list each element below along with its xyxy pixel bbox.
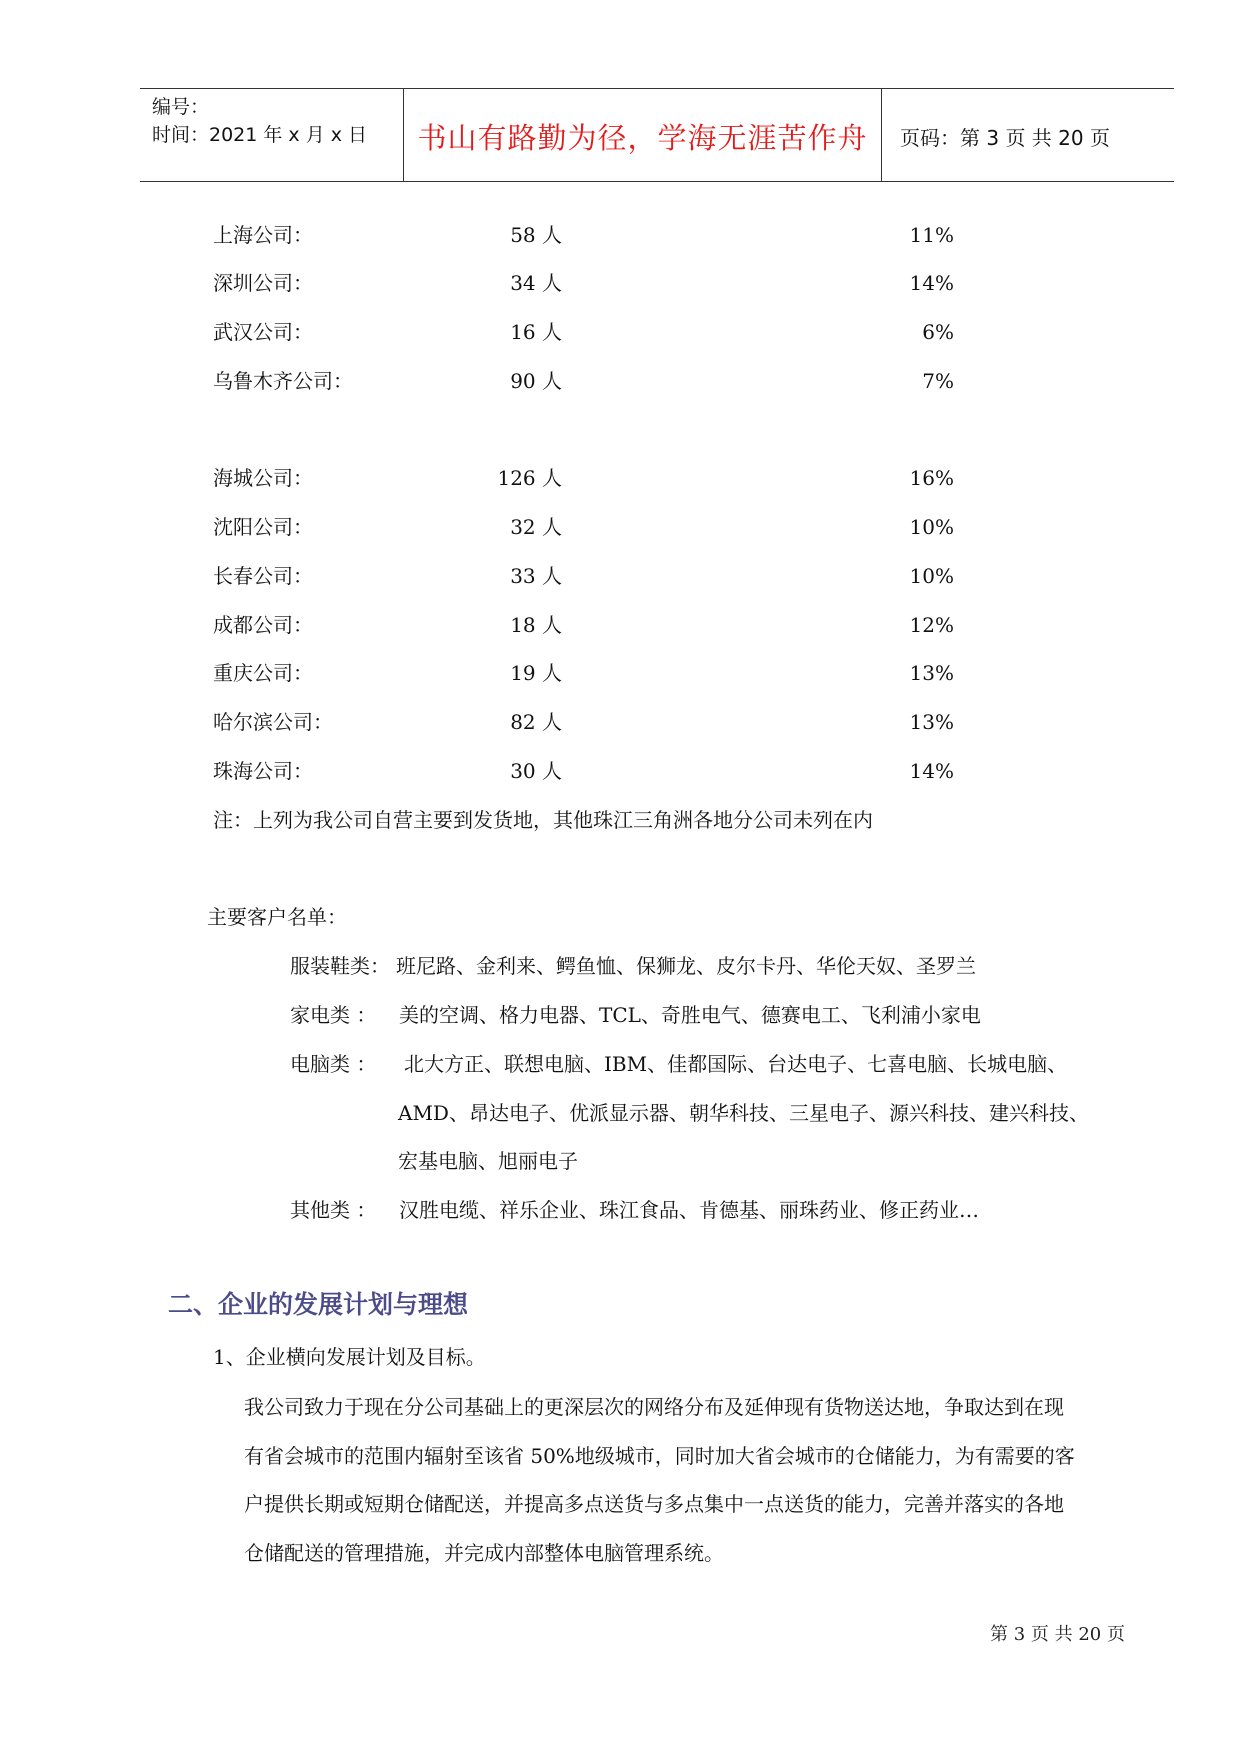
branch-count: 58 人 — [510, 223, 562, 247]
header-divider — [881, 89, 882, 181]
client-category-label: 服装鞋类： — [290, 954, 390, 978]
client-category-label: 家电类 ： — [290, 1003, 377, 1027]
client-category-items: AMD、昂达电子、优派显示器、朝华科技、三星电子、源兴科技、建兴科技、 — [398, 1101, 1089, 1125]
branch-percent: 6% — [922, 320, 954, 344]
branch-percent: 7% — [922, 369, 954, 393]
header-time: 时间：2021 年 x 月 x 日 — [152, 124, 368, 146]
branch-name: 长春公司： — [213, 564, 313, 588]
section-item-title: 1、企业横向发展计划及目标。 — [213, 1345, 486, 1369]
branch-count: 33 人 — [510, 564, 562, 588]
branch-row — [0, 317, 1241, 347]
branch-row — [0, 756, 1241, 786]
branch-count: 30 人 — [510, 759, 562, 783]
branch-name: 哈尔滨公司： — [213, 710, 333, 734]
client-category-items: 美的空调、格力电器、TCL、奇胜电气、德赛电工、飞利浦小家电 — [399, 1003, 981, 1027]
branch-percent: 14% — [909, 759, 954, 783]
branch-name: 重庆公司： — [213, 661, 313, 685]
paragraph-line: 仓储配送的管理措施，并完成内部整体电脑管理系统。 — [244, 1541, 724, 1565]
branch-name: 沈阳公司： — [213, 515, 313, 539]
branch-row — [0, 366, 1241, 396]
branch-name: 武汉公司： — [213, 320, 313, 344]
header-page-number: 页码：第 3 页 共 20 页 — [900, 125, 1110, 150]
branch-row — [0, 512, 1241, 542]
branch-count: 16 人 — [510, 320, 562, 344]
branch-row — [0, 658, 1241, 688]
client-category-items: 班尼路、金利来、鳄鱼恤、保狮龙、皮尔卡丹、华伦天奴、圣罗兰 — [396, 954, 976, 978]
branch-name: 珠海公司： — [213, 759, 313, 783]
branch-name: 海城公司： — [213, 466, 313, 490]
client-category-items: 汉胜电缆、祥乐企业、珠江食品、肯德基、丽珠药业、修正药业… — [399, 1198, 979, 1222]
branch-count: 90 人 — [510, 369, 562, 393]
branch-percent: 10% — [909, 515, 954, 539]
branch-count: 19 人 — [510, 661, 562, 685]
branch-row — [0, 463, 1241, 493]
clients-heading: 主要客户名单： — [207, 905, 347, 929]
client-category-label: 电脑类 ： — [290, 1052, 377, 1076]
branch-count: 32 人 — [510, 515, 562, 539]
branch-name: 乌鲁木齐公司： — [213, 369, 353, 393]
branch-count: 18 人 — [510, 613, 562, 637]
branch-row — [0, 220, 1241, 250]
branch-name: 上海公司： — [213, 223, 313, 247]
branch-name: 深圳公司： — [213, 271, 313, 295]
branch-percent: 16% — [909, 466, 954, 490]
section-title: 二、企业的发展计划与理想 — [168, 1290, 469, 1319]
branch-name: 成都公司： — [213, 613, 313, 637]
branch-row — [0, 561, 1241, 591]
header-meta — [152, 93, 367, 149]
branch-percent: 13% — [909, 661, 954, 685]
paragraph-line: 我公司致力于现在分公司基础上的更深层次的网络分布及延伸现有货物送达地，争取达到在现 — [244, 1395, 1064, 1419]
header-number: 编号： — [152, 96, 210, 118]
client-category-items: 北大方正、联想电脑、IBM、佳都国际、台达电子、七喜电脑、长城电脑、 — [404, 1052, 1068, 1076]
page-footer: 第 3 页 共 20 页 — [990, 1624, 1125, 1645]
branch-row — [0, 268, 1241, 298]
branch-note: 注：上列为我公司自营主要到发货地，其他珠江三角洲各地分公司未列在内 — [213, 808, 873, 832]
branch-count: 126 人 — [497, 466, 562, 490]
branch-percent: 13% — [909, 710, 954, 734]
header-motto: 书山有路勤为径，学海无涯苦作舟 — [417, 120, 868, 155]
branch-percent: 10% — [909, 564, 954, 588]
client-category-label: 其他类 ： — [290, 1198, 377, 1222]
branch-count: 34 人 — [510, 271, 562, 295]
branch-row — [0, 707, 1241, 737]
paragraph-line: 有省会城市的范围内辐射至该省 50%地级城市，同时加大省会城市的仓储能力，为有需要的客 — [244, 1444, 1075, 1468]
branch-percent: 12% — [909, 613, 954, 637]
branch-percent: 11% — [909, 223, 954, 247]
page-header — [140, 88, 1174, 182]
client-category-items: 宏基电脑、旭丽电子 — [398, 1149, 578, 1173]
branch-percent: 14% — [909, 271, 954, 295]
branch-row — [0, 610, 1241, 640]
branch-count: 82 人 — [510, 710, 562, 734]
paragraph-line: 户提供长期或短期仓储配送，并提高多点送货与多点集中一点送货的能力，完善并落实的各地 — [244, 1492, 1064, 1516]
